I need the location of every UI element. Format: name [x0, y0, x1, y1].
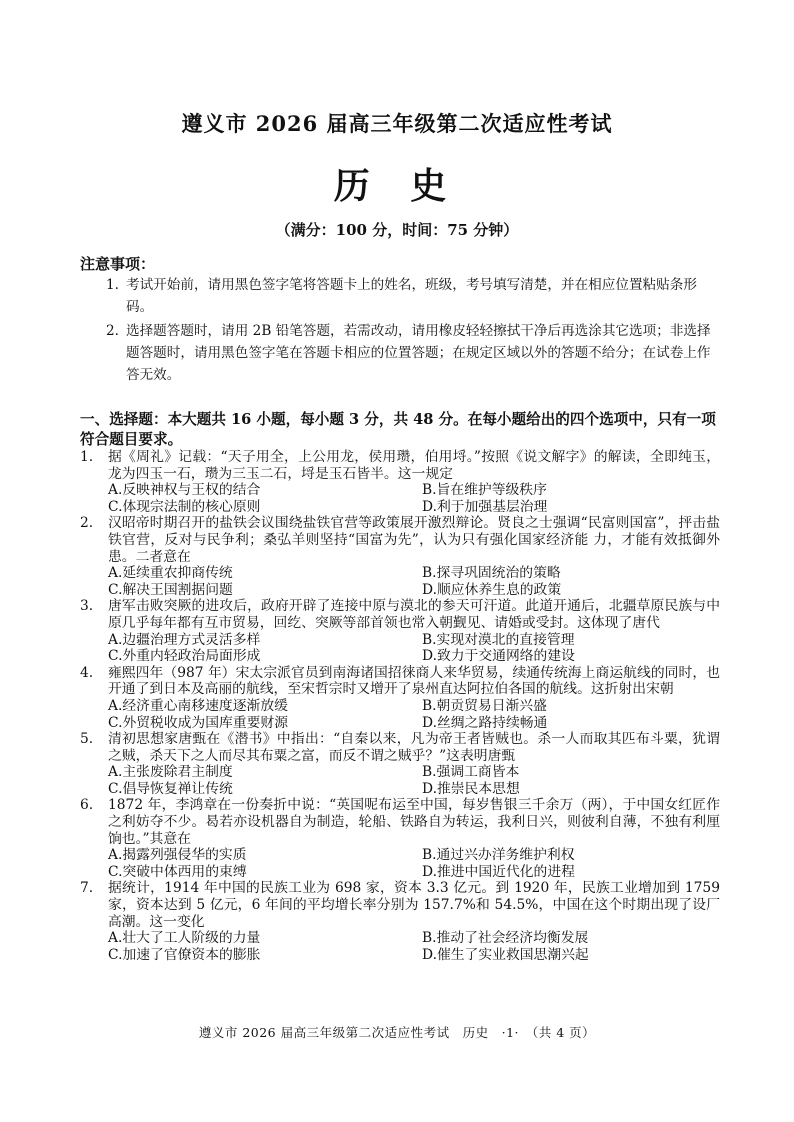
page-footer: 遵义市 2026 届高三年级第二次适应性考试 历史 ·1· （共 4 页） [198, 1025, 596, 1040]
option-a: A.揭露列强侵华的实质 [108, 847, 247, 864]
question-6 [80, 797, 720, 880]
option-c: C.加速了官僚资本的膨胀 [108, 946, 261, 963]
option-a: A.壮大了工人阶级的力量 [108, 930, 261, 947]
option-list [80, 847, 720, 880]
option-list [80, 698, 720, 731]
question-number: 1. [80, 449, 94, 465]
option-list [80, 930, 720, 963]
option-c: C.解决王国割据问题 [108, 581, 233, 598]
option-b: B.旨在维护等级秩序 [422, 482, 547, 499]
option-d: D.催生了实业救国思潮兴起 [422, 946, 589, 963]
question-number: 2. [80, 515, 94, 532]
question-number: 4. [80, 664, 94, 681]
question-number: 7. [80, 880, 94, 897]
option-d: D.致力于交通网络的建设 [422, 648, 575, 665]
notice-heading: 注意事项： [80, 255, 156, 273]
notice-list [106, 274, 718, 388]
option-a: A.经济重心南移速度逐渐放缓 [108, 697, 288, 714]
question-1 [80, 449, 720, 515]
score-time-line: （满分：100 分，时间：75 分钟） [275, 221, 519, 239]
option-b: B.推动了社会经济均衡发展 [422, 930, 589, 947]
notice-text: 考试开始前，请用黑色签字笔将答题卡上的姓名，班级，考号填写清楚，并在相应位置粘贴条形码。 [126, 277, 697, 315]
option-b: B.强调工商皆本 [422, 764, 520, 781]
question-stem: 雍熙四年（987 年）宋太宗派官员到南海诸国招徕商人来华贸易，续通传统海上商运航线的同时，也开通了到日本及高丽的航线，至宋哲宗时又增开了泉州直达阿拉伯各国的航线。这折射出宋朝 [108, 664, 720, 698]
notice-number: 2. [106, 323, 119, 339]
option-d: D.推崇民本思想 [422, 780, 520, 797]
question-4 [80, 665, 720, 731]
option-c: C.倡导恢复禅让传统 [108, 780, 233, 797]
question-list [80, 449, 720, 963]
option-a: A.主张废除君主制度 [108, 764, 233, 781]
option-b: B.实现对漠北的直接管理 [422, 631, 575, 648]
option-c: C.外重内轻政治局面形成 [108, 648, 261, 665]
question-number: 3. [80, 598, 94, 615]
notice-item [106, 320, 718, 386]
option-list [80, 482, 720, 515]
option-a: A.延续重农抑商传统 [108, 565, 233, 582]
option-b: B.朝贡贸易日渐兴盛 [422, 697, 547, 714]
notice-text: 选择题答题时，请用 2B 铅笔答题，若需改动，请用橡皮轻轻擦拭干净后再选涂其它选项；非选择题答题时，请用黑色签字笔在答题卡相应的位置答题；在规定区域以外的答题不给分；在试卷上作答无效。 [126, 323, 711, 383]
question-stem: 唐军击败突厥的进攻后，政府开辟了连接中原与漠北的参天可汗道。此道开通后，北疆草原民族与中原几乎每年都有互市贸易，回纥、突厥等部首领也常入朝觐见、请婚或受封。这体现了唐代 [108, 598, 720, 631]
option-d: D.顺应休养生息的政策 [422, 581, 562, 598]
notice-number: 1. [106, 277, 119, 293]
option-list [80, 632, 720, 665]
option-d: D.利于加强基层治理 [422, 498, 548, 515]
question-5 [80, 731, 720, 797]
question-3 [80, 598, 720, 664]
notice-item [106, 274, 718, 318]
option-d: D.推进中国近代化的进程 [422, 863, 575, 880]
option-a: A.边疆治理方式灵活多样 [108, 631, 261, 648]
question-number: 6. [80, 797, 94, 814]
option-c: C.体现宗法制的核心原则 [108, 498, 261, 515]
option-a: A.反映神权与王权的结合 [108, 482, 261, 499]
option-c: C.外贸税收成为国库重要财源 [108, 714, 289, 731]
option-b: B.通过兴办洋务维护利权 [422, 847, 575, 864]
question-number: 5. [80, 731, 94, 748]
question-stem: 1872 年，李鸿章在一份奏折中说：“英国呢布运至中国，每岁售银三千余万（两），于中国女红匠作之利妨夺不少。曷若亦设机器自为制造，轮船、铁路自为转运，我利日兴，则彼利自薄，不独有利厘饷也。”其意在 [108, 797, 720, 847]
subject-title: 历 史 [333, 165, 461, 207]
option-list [80, 565, 720, 598]
question-7 [80, 880, 720, 963]
question-2 [80, 515, 720, 598]
question-stem: 清初思想家唐甄在《潜书》中指出：“自秦以来，凡为帝王者皆贼也。杀一人而取其匹布斗粟，犹谓之贼，杀天下之人而尽其布粟之富，而反不谓之贼乎？”这表明唐甄 [108, 731, 720, 764]
option-d: D.丝绸之路持续畅通 [422, 714, 548, 731]
option-c: C.突破中体西用的束缚 [108, 863, 247, 880]
exam-title: 遵义市 2026 届高三年级第二次适应性考试 [181, 111, 613, 136]
section-heading: 一、选择题：本大题共 16 小题，每小题 3 分，共 48 分。在每小题给出的四个选项中，只有一项符合题目要求。 [80, 411, 716, 448]
option-list [80, 764, 720, 797]
question-stem: 汉昭帝时期召开的盐铁会议围绕盐铁官营等政策展开激烈辩论。贤良之士强调“民富则国富”，抨击盐铁官营，反对与民争利；桑弘羊则坚持“国富为先”，认为只有强化国家经济能 力，才能有效抵御外患。二者意在 [108, 515, 720, 565]
question-stem: 据统计，1914 年中国的民族工业为 698 家，资本 3.3 亿元。到 1920 年，民族工业增加到 1759 家，资本达到 5 亿元，6 年间的平均增长率分别为 157.7%和 54.5%，中国在这个时期出现了设厂高潮。这一变化 [108, 880, 720, 930]
option-b: B.探寻巩固统治的策略 [422, 565, 561, 582]
question-stem: 据《周礼》记载：“天子用全，上公用龙，侯用瓒，伯用埒。”按照《说文解字》的解读，全即纯玉，龙为四玉一石，瓒为三玉二石，埒是玉石皆半。这一规定 [108, 449, 720, 482]
